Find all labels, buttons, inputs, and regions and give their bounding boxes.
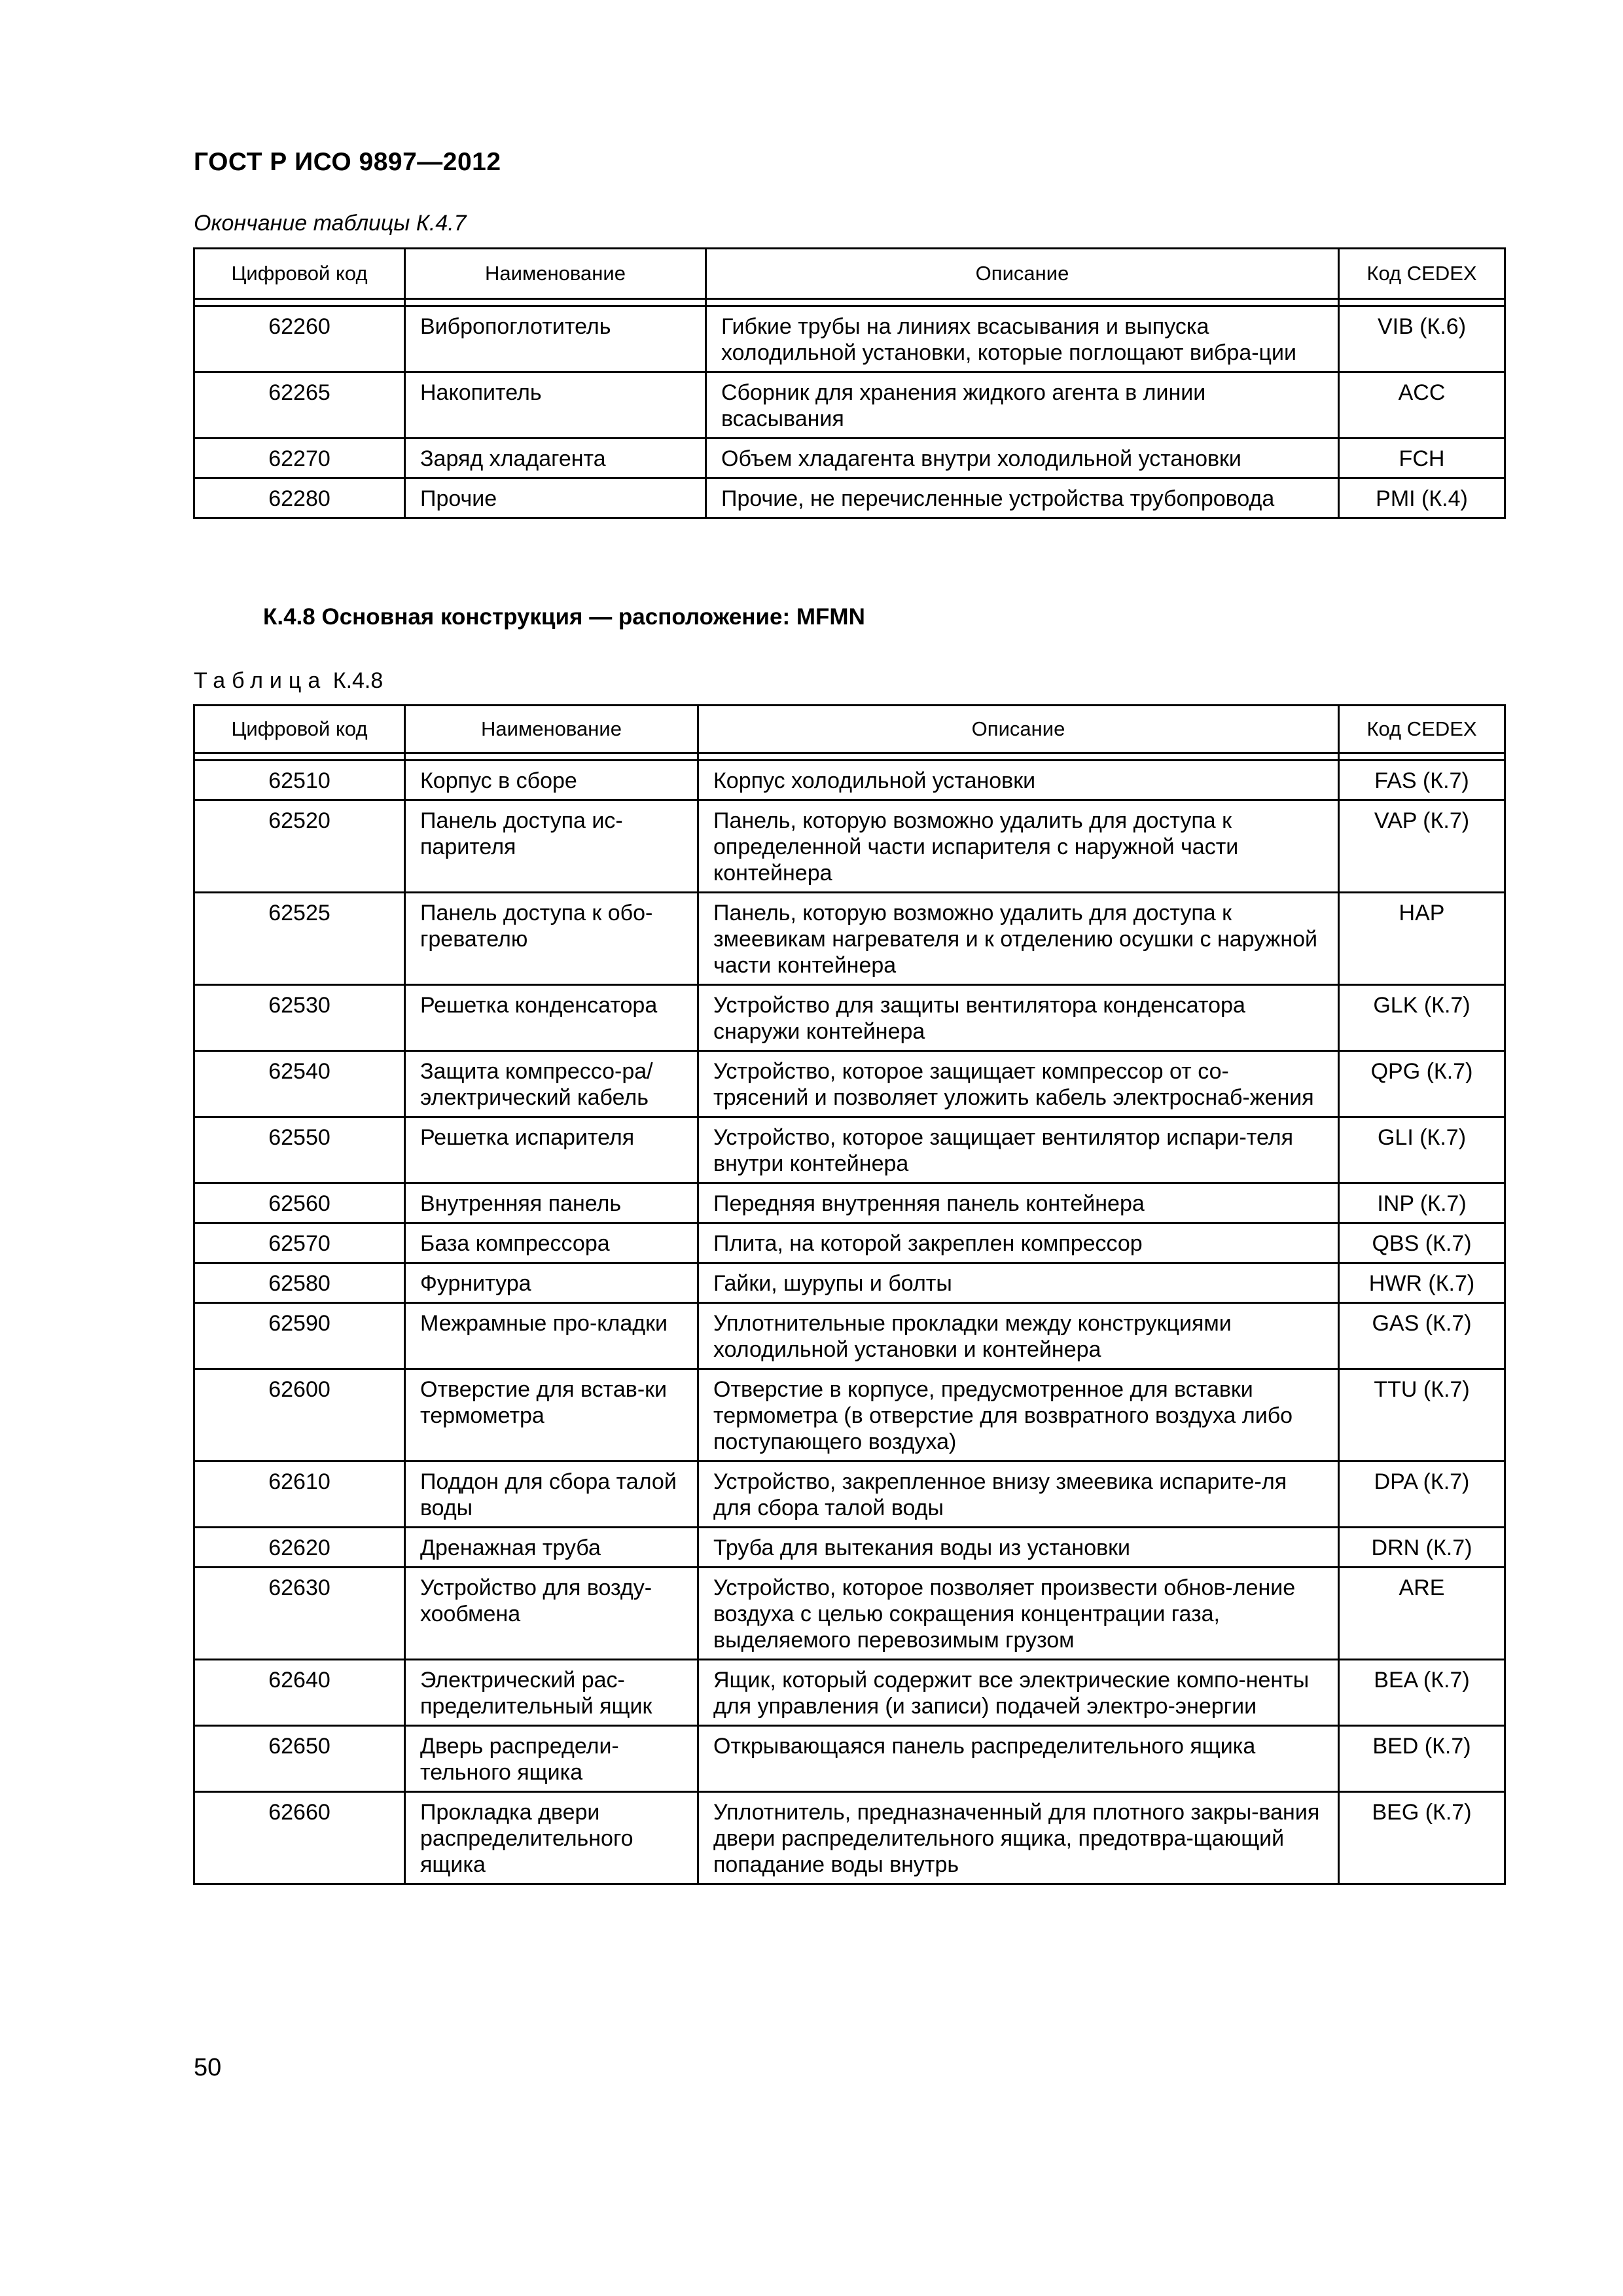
cell-cedex: BEA (К.7) bbox=[1339, 1660, 1505, 1726]
cell-code: 62510 bbox=[194, 761, 405, 800]
cell-code: 62530 bbox=[194, 985, 405, 1051]
table2-caption bbox=[194, 668, 383, 694]
cell-name: Вибропоглотитель bbox=[405, 306, 706, 372]
table-row bbox=[194, 893, 1505, 985]
table-header-row bbox=[194, 706, 1505, 753]
cell-cedex: QBS (К.7) bbox=[1339, 1223, 1505, 1263]
cell-description: Панель, которую возможно удалить для доступа к змеевикам нагревателя и к отделению осушки с наружной части контейнера bbox=[698, 893, 1339, 985]
cell-code: 62590 bbox=[194, 1303, 405, 1369]
cell-description: Ящик, который содержит все электрические компо-ненты для управления (и записи) подачей электро-энергии bbox=[698, 1660, 1339, 1726]
table-body bbox=[194, 299, 1505, 518]
cell-code: 62620 bbox=[194, 1528, 405, 1568]
cell-description: Устройство для защиты вентилятора конденсатора снаружи контейнера bbox=[698, 985, 1339, 1051]
table-row bbox=[194, 1726, 1505, 1792]
column-header-description: Описание bbox=[698, 706, 1339, 753]
cell-cedex: FAS (К.7) bbox=[1339, 761, 1505, 800]
table-row bbox=[194, 1051, 1505, 1117]
table-k47-end bbox=[193, 247, 1506, 519]
table-row bbox=[194, 1568, 1505, 1660]
cell-description: Прочие, не перечисленные устройства трубопровода bbox=[706, 478, 1339, 518]
cell-cedex: INP (К.7) bbox=[1339, 1183, 1505, 1223]
table-row bbox=[194, 1263, 1505, 1303]
cell-code: 62265 bbox=[194, 372, 405, 439]
separator-cell bbox=[194, 753, 405, 761]
cell-description: Отверстие в корпусе, предусмотренное для вставки термометра (в отверстие для возвратного воздуха либо поступающего воздуха) bbox=[698, 1369, 1339, 1462]
table-row bbox=[194, 1792, 1505, 1884]
cell-name: Заряд хладагента bbox=[405, 439, 706, 478]
cell-cedex: GAS (К.7) bbox=[1339, 1303, 1505, 1369]
cell-name: Дренажная труба bbox=[405, 1528, 698, 1568]
table-row bbox=[194, 1528, 1505, 1568]
cell-name: Прокладка двери распределительного ящика bbox=[405, 1792, 698, 1884]
cell-code: 62650 bbox=[194, 1726, 405, 1792]
cell-description: Устройство, которое защищает вентилятор испари-теля внутри контейнера bbox=[698, 1117, 1339, 1183]
cell-description: Уплотнитель, предназначенный для плотного закры-вания двери распределительного ящика, предотвра-щающий попадание воды внутрь bbox=[698, 1792, 1339, 1884]
cell-description: Корпус холодильной установки bbox=[698, 761, 1339, 800]
table-row bbox=[194, 478, 1505, 518]
table-row bbox=[194, 1462, 1505, 1528]
table2-caption-label: Таблица bbox=[194, 668, 327, 693]
cell-description: Устройство, которое защищает компрессор от со-трясений и позволяет уложить кабель электроснаб-жения bbox=[698, 1051, 1339, 1117]
column-header-code: Цифровой код bbox=[194, 706, 405, 753]
table-row bbox=[194, 439, 1505, 478]
column-header-description: Описание bbox=[706, 249, 1339, 299]
table-row bbox=[194, 985, 1505, 1051]
cell-description: Гибкие трубы на линиях всасывания и выпуска холодильной установки, которые поглощают вибра-ции bbox=[706, 306, 1339, 372]
table-header-row bbox=[194, 249, 1505, 299]
table-row bbox=[194, 1660, 1505, 1726]
cell-cedex: VIB (К.6) bbox=[1339, 306, 1505, 372]
cell-name: Устройство для возду-хообмена bbox=[405, 1568, 698, 1660]
cell-name: Отверстие для встав-ки термометра bbox=[405, 1369, 698, 1462]
column-header-cedex: Код CEDEX bbox=[1339, 249, 1505, 299]
table-row bbox=[194, 1369, 1505, 1462]
cell-cedex: TTU (К.7) bbox=[1339, 1369, 1505, 1462]
cell-name: Межрамные про-кладки bbox=[405, 1303, 698, 1369]
separator-cell bbox=[1339, 753, 1505, 761]
separator-cell bbox=[405, 299, 706, 306]
table-row bbox=[194, 372, 1505, 439]
header-separator bbox=[194, 299, 1505, 306]
cell-cedex: HAP bbox=[1339, 893, 1505, 985]
cell-code: 62525 bbox=[194, 893, 405, 985]
cell-code: 62610 bbox=[194, 1462, 405, 1528]
page-number: 50 bbox=[194, 2054, 222, 2081]
separator-cell bbox=[1339, 299, 1505, 306]
cell-cedex: QPG (К.7) bbox=[1339, 1051, 1505, 1117]
cell-cedex: GLK (К.7) bbox=[1339, 985, 1505, 1051]
column-header-cedex: Код CEDEX bbox=[1339, 706, 1505, 753]
cell-code: 62520 bbox=[194, 800, 405, 893]
cell-name: Решетка испарителя bbox=[405, 1117, 698, 1183]
table-row bbox=[194, 761, 1505, 800]
cell-description: Объем хладагента внутри холодильной установки bbox=[706, 439, 1339, 478]
document-title: ГОСТ Р ИСО 9897—2012 bbox=[194, 148, 501, 176]
cell-description: Сборник для хранения жидкого агента в линии всасывания bbox=[706, 372, 1339, 439]
cell-cedex: VAP (К.7) bbox=[1339, 800, 1505, 893]
separator-cell bbox=[194, 299, 405, 306]
cell-code: 62560 bbox=[194, 1183, 405, 1223]
column-header-name: Наименование bbox=[405, 706, 698, 753]
cell-name: Электрический рас-пределительный ящик bbox=[405, 1660, 698, 1726]
cell-description: Уплотнительные прокладки между конструкциями холодильной установки и контейнера bbox=[698, 1303, 1339, 1369]
cell-code: 62580 bbox=[194, 1263, 405, 1303]
cell-name: Накопитель bbox=[405, 372, 706, 439]
cell-name: Дверь распредели-тельного ящика bbox=[405, 1726, 698, 1792]
table-row bbox=[194, 306, 1505, 372]
cell-cedex: ACC bbox=[1339, 372, 1505, 439]
cell-description: Передняя внутренняя панель контейнера bbox=[698, 1183, 1339, 1223]
separator-cell bbox=[405, 753, 698, 761]
cell-name: Прочие bbox=[405, 478, 706, 518]
cell-cedex: BEG (К.7) bbox=[1339, 1792, 1505, 1884]
cell-name: Поддон для сбора талой воды bbox=[405, 1462, 698, 1528]
table-row bbox=[194, 1183, 1505, 1223]
cell-name: Решетка конденсатора bbox=[405, 985, 698, 1051]
cell-cedex: DPA (К.7) bbox=[1339, 1462, 1505, 1528]
separator-cell bbox=[706, 299, 1339, 306]
cell-name: Фурнитура bbox=[405, 1263, 698, 1303]
cell-code: 62660 bbox=[194, 1792, 405, 1884]
cell-cedex: GLI (К.7) bbox=[1339, 1117, 1505, 1183]
cell-name: Внутренняя панель bbox=[405, 1183, 698, 1223]
cell-code: 62260 bbox=[194, 306, 405, 372]
cell-cedex: BED (К.7) bbox=[1339, 1726, 1505, 1792]
cell-code: 62640 bbox=[194, 1660, 405, 1726]
table-row bbox=[194, 1303, 1505, 1369]
cell-code: 62280 bbox=[194, 478, 405, 518]
column-header-name: Наименование bbox=[405, 249, 706, 299]
column-header-code: Цифровой код bbox=[194, 249, 405, 299]
header-separator bbox=[194, 753, 1505, 761]
separator-cell bbox=[698, 753, 1339, 761]
cell-code: 62540 bbox=[194, 1051, 405, 1117]
cell-description: Панель, которую возможно удалить для доступа к определенной части испарителя с наружной части контейнера bbox=[698, 800, 1339, 893]
cell-description: Плита, на которой закреплен компрессор bbox=[698, 1223, 1339, 1263]
cell-name: База компрессора bbox=[405, 1223, 698, 1263]
table-row bbox=[194, 1223, 1505, 1263]
table-row bbox=[194, 800, 1505, 893]
cell-description: Устройство, которое позволяет произвести обнов-ление воздуха с целью сокращения концентрации газа, выделяемого перевозимым грузом bbox=[698, 1568, 1339, 1660]
cell-name: Корпус в сборе bbox=[405, 761, 698, 800]
cell-name: Панель доступа ис-парителя bbox=[405, 800, 698, 893]
cell-code: 62630 bbox=[194, 1568, 405, 1660]
cell-description: Открывающаяся панель распределительного ящика bbox=[698, 1726, 1339, 1792]
table-k48 bbox=[193, 704, 1506, 1885]
cell-description: Устройство, закрепленное внизу змеевика испарите-ля для сбора талой воды bbox=[698, 1462, 1339, 1528]
cell-cedex: HWR (К.7) bbox=[1339, 1263, 1505, 1303]
cell-code: 62270 bbox=[194, 439, 405, 478]
cell-cedex: DRN (К.7) bbox=[1339, 1528, 1505, 1568]
cell-cedex: FCH bbox=[1339, 439, 1505, 478]
cell-code: 62600 bbox=[194, 1369, 405, 1462]
section-heading: К.4.8 Основная конструкция — расположение: MFMN bbox=[263, 604, 865, 630]
table2-caption-number: К.4.8 bbox=[332, 668, 383, 693]
cell-description: Гайки, шурупы и болты bbox=[698, 1263, 1339, 1303]
cell-cedex: ARE bbox=[1339, 1568, 1505, 1660]
cell-cedex: PMI (К.4) bbox=[1339, 478, 1505, 518]
cell-description: Труба для вытекания воды из установки bbox=[698, 1528, 1339, 1568]
cell-name: Защита компрессо-ра/электрический кабель bbox=[405, 1051, 698, 1117]
cell-name: Панель доступа к обо-гревателю bbox=[405, 893, 698, 985]
cell-code: 62570 bbox=[194, 1223, 405, 1263]
cell-code: 62550 bbox=[194, 1117, 405, 1183]
table1-caption: Окончание таблицы К.4.7 bbox=[194, 211, 467, 236]
table-row bbox=[194, 1117, 1505, 1183]
table-body bbox=[194, 753, 1505, 1884]
